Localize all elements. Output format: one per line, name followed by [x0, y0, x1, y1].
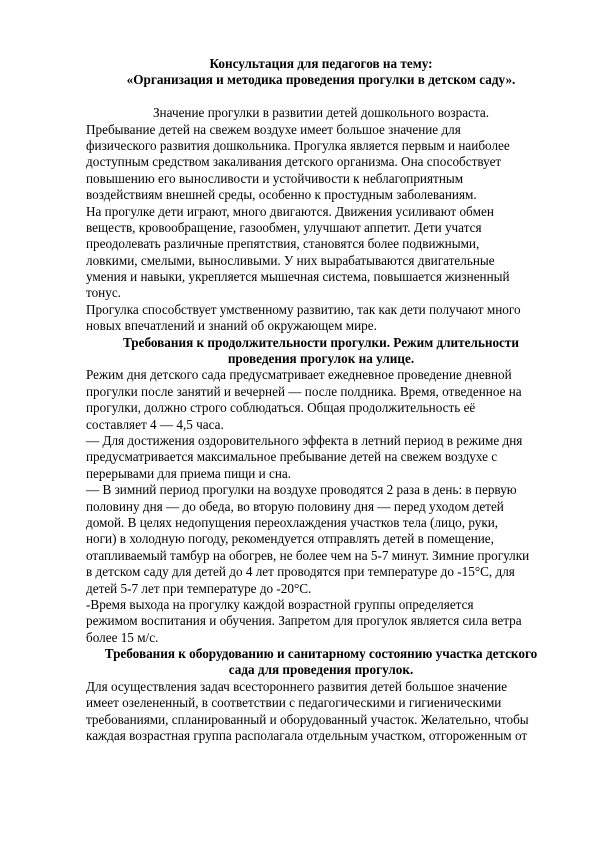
paragraph-line: веществ, кровообращение, газообмен, улучшают аппетит. Дети учатся: [86, 219, 482, 235]
paragraph-line: ловкими, смелыми, выносливыми. У них вырабатываются двигательные: [86, 252, 495, 268]
paragraph-line: составляет 4 — 4,5 часа.: [86, 416, 224, 432]
paragraph-line: в детском саду для детей до 4 лет проводятся при температуре до -15°C, для: [86, 564, 515, 580]
section: [86, 105, 556, 334]
paragraph-line: — Для достижения оздоровительного эффекта в летний период в режиме дня: [86, 432, 523, 448]
paragraph-line: режимом воспитания и обучения. Запретом для прогулок является сила ветра: [86, 613, 522, 629]
section: [86, 335, 556, 646]
paragraph-line: детей 5-7 лет при температуре до -20°C.: [86, 580, 312, 596]
section: [86, 646, 556, 744]
paragraph-line: — В зимний период прогулки на воздухе проводятся 2 раза в день: в первую: [86, 482, 517, 498]
section-heading: Значение прогулки в развитии детей дошкольного возраста.: [152, 105, 490, 121]
section-heading: Требования к продолжительности прогулки. Режим длительности: [123, 334, 519, 350]
paragraph-line: половину дня — до обеда, во вторую половину дня — перед уходом детей: [86, 498, 504, 514]
paragraph-line: Прогулка способствует умственному развитию, так как дети получают много: [86, 301, 521, 317]
paragraph-line: прогулки после занятий и вечерней — после полдника. Время, отведенное на: [86, 383, 522, 399]
document-body: [86, 56, 556, 744]
paragraph-line: доступным средством закаливания детского организма. Она способствует: [86, 154, 502, 170]
paragraph-line: На прогулке дети играют, много двигаются. Движения усиливают обмен: [86, 203, 494, 219]
paragraph-line: отапливаемый тамбур на обогрев, не более чем на 5-7 минут. Зимние прогулки: [86, 547, 530, 563]
paragraph-line: Для осуществления задач всестороннего развития детей большое значение: [86, 678, 508, 694]
spacer: [86, 89, 556, 105]
paragraph-line: каждая возрастная группа располагала отдельным участком, отгороженным от: [86, 728, 528, 744]
section-heading: проведения прогулок на улице.: [227, 351, 415, 367]
paragraph-line: перерывами для приема пищи и сна.: [86, 465, 292, 481]
paragraph-line: умения и навыки, укрепляется мышечная система, повышается жизненный: [86, 269, 510, 285]
paragraph-line: преодолевать различные препятствия, становятся более подвижными,: [86, 236, 480, 252]
paragraph-line: прогулки, должно строго соблюдаться. Общая продолжительность её: [86, 400, 476, 416]
paragraph-line: требованиями, спланированный и оборудованный участок. Желательно, чтобы: [86, 711, 529, 727]
paragraph-line: новых впечатлений и знаний об окружающем мире.: [86, 318, 377, 334]
paragraph-line: тонус.: [86, 285, 121, 301]
paragraph-line: воздействиям внешней среды, особенно к простудным заболеваниям.: [86, 187, 477, 203]
paragraph-line: имеет озелененный, в соответствии с педагогическими и гигиеническими: [86, 695, 502, 711]
header-line-2: «Организация и методика проведения прогулки в детском саду».: [126, 72, 516, 88]
document-header: [86, 56, 556, 89]
paragraph-line: предусматривается максимальное пребывание детей на свежем воздухе с: [86, 449, 498, 465]
paragraph-line: физического развития дошкольника. Прогулка является первым и наиболее: [86, 137, 510, 153]
paragraph-line: ноги) в холодную погоду, рекомендуется отправлять детей в помещение,: [86, 531, 494, 547]
section-heading: сада для проведения прогулок.: [228, 662, 414, 678]
header-line-1: Консультация для педагогов на тему:: [209, 56, 433, 71]
document-sections: [86, 105, 556, 744]
section-heading: Требования к оборудованию и санитарному состоянию участка детского: [104, 646, 538, 662]
paragraph-line: Режим дня детского сада предусматривает ежедневное проведение дневной: [86, 367, 512, 383]
paragraph-line: Пребывание детей на свежем воздухе имеет большое значение для: [86, 121, 461, 137]
paragraph-line: -Время выхода на прогулку каждой возрастной группы определяется: [86, 596, 474, 612]
paragraph-line: более 15 м/с.: [86, 629, 159, 645]
paragraph-line: повышению его выносливости и устойчивости к неблагоприятным: [86, 170, 464, 186]
paragraph-line: домой. В целях недопущения переохлаждения участков тела (лицо, руки,: [86, 514, 499, 530]
